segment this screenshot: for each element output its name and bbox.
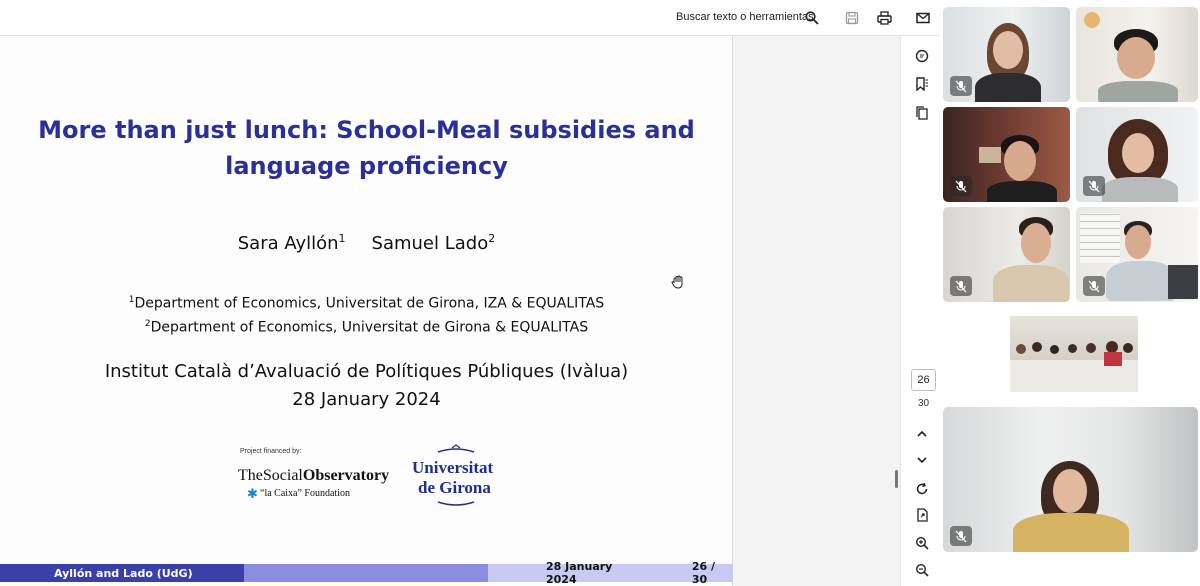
mic-muted-icon bbox=[1083, 276, 1105, 296]
video-call-panel bbox=[940, 0, 1200, 586]
video-tile-room[interactable] bbox=[1010, 316, 1138, 392]
mail-icon[interactable] bbox=[913, 8, 933, 28]
current-page-input[interactable]: 26 bbox=[911, 369, 936, 391]
universitat-de-girona-logo bbox=[404, 444, 508, 510]
author-1: Sara Ayllón bbox=[237, 233, 339, 254]
save-icon[interactable] bbox=[842, 8, 862, 28]
mic-muted-icon bbox=[950, 76, 972, 96]
authors bbox=[0, 232, 733, 254]
mic-muted-icon bbox=[950, 176, 972, 196]
affiliation-1: $^1$Department of Economics, Universitat de Girona, IZA & EQUALITAS bbox=[128, 295, 605, 312]
footer-authors: Ayllón and Lado (UdG) bbox=[0, 564, 244, 582]
slide-page bbox=[0, 36, 733, 586]
copy-pages-icon[interactable] bbox=[913, 104, 931, 122]
video-tile-3[interactable] bbox=[943, 107, 1070, 202]
udg-line-1: Universitat bbox=[412, 458, 494, 477]
affiliations bbox=[0, 290, 733, 337]
comment-icon[interactable] bbox=[913, 47, 931, 65]
bookmark-icon[interactable] bbox=[913, 75, 931, 93]
institute-name: Institut Català d’Avaluació de Polítiques Públiques (Ivàlua) bbox=[104, 361, 629, 382]
zoom-in-icon[interactable] bbox=[913, 534, 931, 552]
video-tile-8[interactable] bbox=[943, 407, 1198, 552]
la-caixa-star-icon: ✱ bbox=[247, 486, 258, 501]
presentation-date: 28 January 2024 bbox=[292, 389, 441, 410]
video-tile-2[interactable] bbox=[1076, 7, 1198, 102]
footer-spacer bbox=[244, 564, 488, 582]
video-tile-1[interactable] bbox=[943, 7, 1070, 102]
print-icon[interactable] bbox=[874, 8, 894, 28]
video-tile-6[interactable] bbox=[1076, 207, 1198, 302]
institute-block bbox=[0, 358, 733, 414]
footer-right bbox=[488, 560, 733, 586]
total-pages-label: 30 bbox=[917, 398, 930, 409]
author-2: Samuel Lado bbox=[371, 233, 489, 254]
mic-muted-icon bbox=[950, 276, 972, 296]
udg-line-2: de Girona bbox=[418, 478, 491, 497]
footer-date: 28 January 2024 bbox=[546, 560, 613, 586]
slide-title bbox=[20, 112, 713, 184]
refresh-icon[interactable] bbox=[913, 480, 931, 498]
mic-muted-icon bbox=[1083, 176, 1105, 196]
search-icon[interactable] bbox=[802, 8, 822, 28]
mic-muted-icon bbox=[950, 526, 972, 546]
chevron-up-icon[interactable] bbox=[913, 425, 931, 443]
affiliation-2: $^2$Department of Economics, Universitat de Girona & EQUALITAS bbox=[144, 318, 589, 336]
social-observatory-logo: TheSocialObservatory bbox=[238, 467, 390, 484]
financed-by-label: Project financed by: bbox=[240, 448, 302, 455]
title-line-1: More than just lunch: School-Meal subsidies and bbox=[38, 116, 695, 144]
la-caixa-foundation-label: “la Caixa” Foundation bbox=[260, 488, 350, 499]
export-icon[interactable] bbox=[913, 506, 931, 524]
slide-footer bbox=[0, 560, 733, 586]
author-1-sup: 1 bbox=[338, 232, 346, 245]
video-tile-5[interactable] bbox=[943, 207, 1070, 302]
scrollbar-handle[interactable] bbox=[895, 470, 898, 488]
viewer-toolbar bbox=[0, 0, 940, 36]
search-tools-label[interactable]: Buscar texto o herramientas bbox=[676, 11, 814, 23]
hand-cursor-icon bbox=[670, 274, 686, 290]
footer-page-number: 26 / 30 bbox=[691, 560, 716, 586]
author-2-sup: 2 bbox=[488, 232, 496, 245]
video-tile-4[interactable] bbox=[1076, 107, 1198, 202]
side-toolbar bbox=[900, 36, 940, 586]
title-line-2: language proficiency bbox=[225, 152, 508, 180]
zoom-out-icon[interactable] bbox=[913, 561, 931, 579]
chevron-down-icon[interactable] bbox=[913, 451, 931, 469]
